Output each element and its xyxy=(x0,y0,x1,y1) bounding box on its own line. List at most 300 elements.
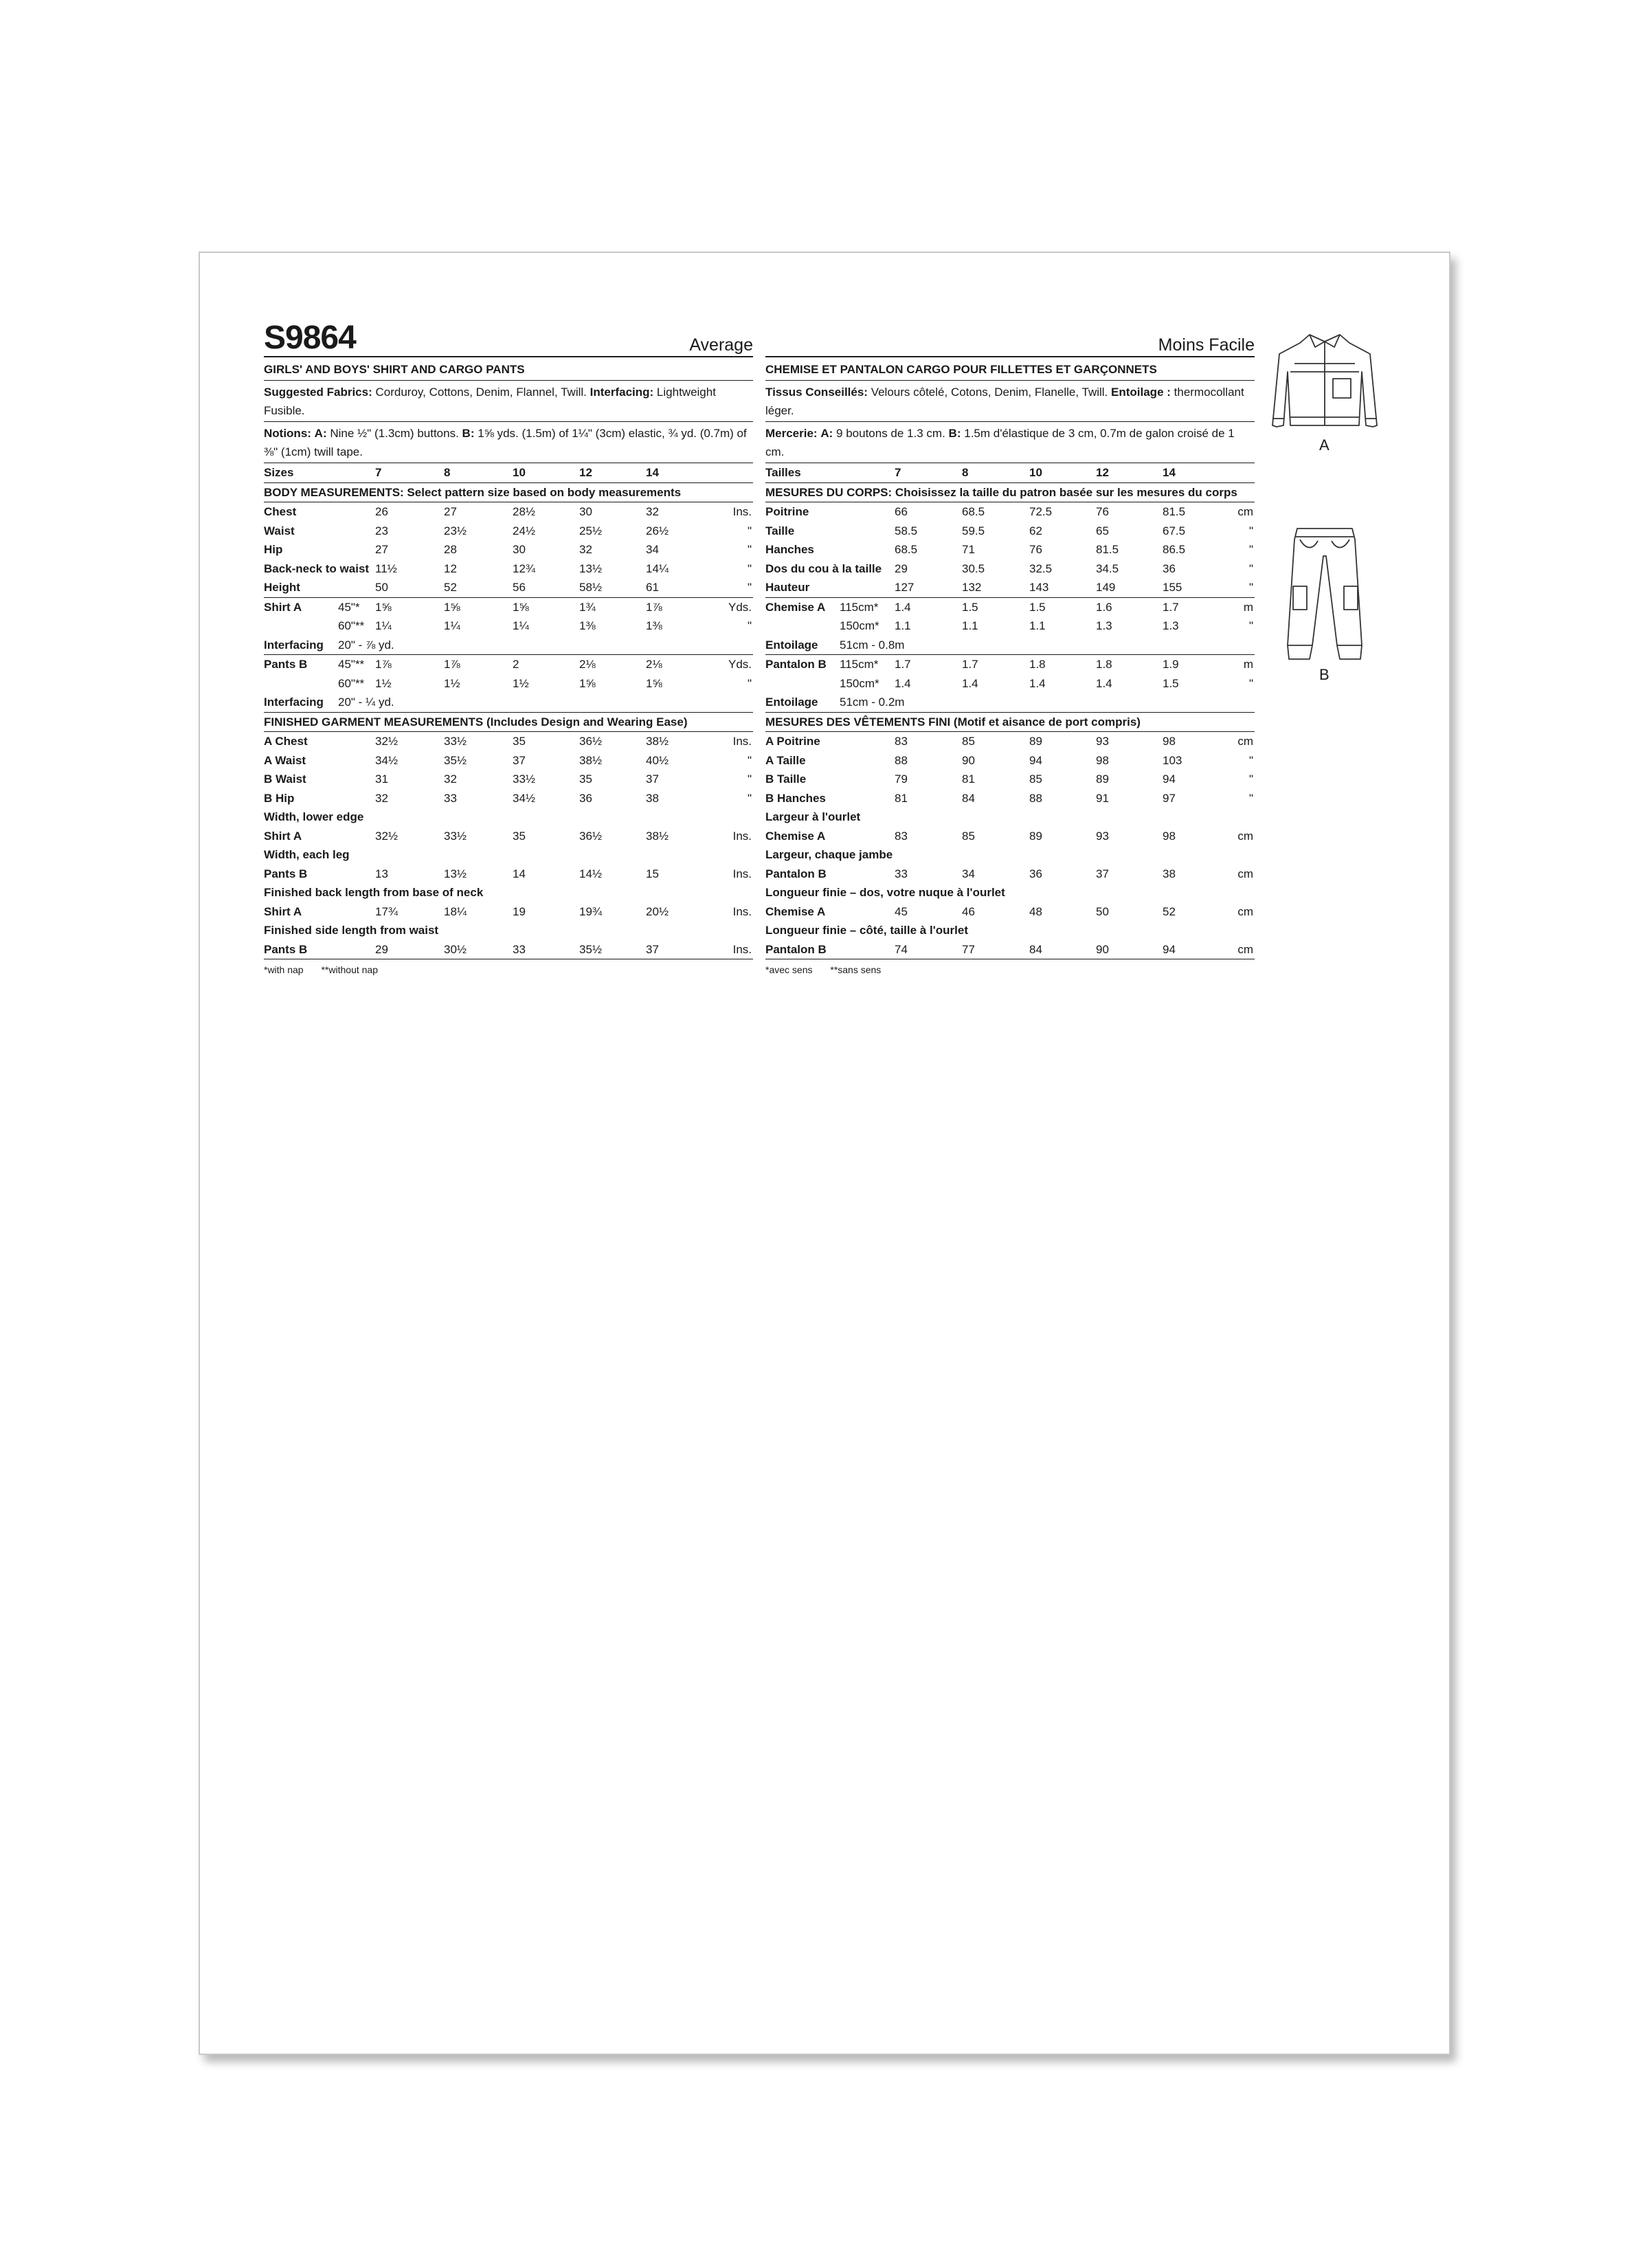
row-value: 25½ xyxy=(579,524,603,537)
row-unit: cm xyxy=(1237,829,1253,843)
row-value: 98 xyxy=(1096,753,1109,767)
size-12: 12 xyxy=(1096,463,1163,482)
side-length-heading-text: Finished side length from waist xyxy=(264,924,439,937)
shirt-a-yardage-label xyxy=(765,616,840,636)
row-value: 1.8 xyxy=(1029,658,1046,671)
width-lower-edge-heading xyxy=(765,808,1255,827)
notions-a-text: Nine ½" (1.3cm) buttons. xyxy=(330,427,459,440)
row-value: 32 xyxy=(444,772,457,786)
row-value: 52 xyxy=(1163,904,1176,918)
row-value: 1.3 xyxy=(1096,619,1112,632)
row-value: 81 xyxy=(895,791,908,805)
row-value: 132 xyxy=(962,578,1029,597)
finished-measurements-heading xyxy=(264,712,753,732)
row-value: 81.5 xyxy=(1163,505,1186,518)
row-value: 1.7 xyxy=(1163,600,1179,614)
row-value: 66 xyxy=(895,505,908,518)
row-value: 35½ xyxy=(579,940,646,959)
row-value: 12¾ xyxy=(513,562,536,575)
pants-b-yardage-label xyxy=(765,674,840,693)
row-value: 68.5 xyxy=(962,505,985,518)
row-value: 38½ xyxy=(646,735,669,748)
row-value: 59.5 xyxy=(962,524,985,537)
row-value: 1¾ xyxy=(579,600,596,614)
row-value: 1.4 xyxy=(1029,676,1046,690)
shirt-interfacing xyxy=(264,636,753,655)
row-value: 62 xyxy=(1029,524,1042,537)
suggested-fabrics xyxy=(264,381,753,422)
row-value: 34 xyxy=(646,543,659,556)
row-value: 74 xyxy=(895,940,962,959)
row-value: 83 xyxy=(895,829,908,843)
body-row xyxy=(765,540,1255,559)
notions-b-text-fr: 1.5m d'élastique de 3 cm, 0.7m de galon croisé de 1 cm. xyxy=(765,427,1235,458)
row-value: 98 xyxy=(1163,829,1176,843)
row-value: 34½ xyxy=(513,791,536,805)
row-value: 14 xyxy=(513,867,526,880)
row-label: Taille xyxy=(765,524,795,537)
row-value: 1⅝ xyxy=(375,600,392,614)
row-value: 29 xyxy=(375,940,444,959)
pants-interfacing-value: 20" - ¼ yd. xyxy=(338,693,753,712)
fabric-width: 150cm* xyxy=(840,619,879,632)
row-value: 35½ xyxy=(444,753,467,767)
fabrics-text-fr: Velours côtelé, Cotons, Denim, Flanelle, Twill. xyxy=(871,386,1108,399)
row-value: 30 xyxy=(579,505,592,518)
row-value: 23½ xyxy=(444,524,467,537)
finished-measurements-heading-text: FINISHED GARMENT MEASUREMENTS (Includes Design and Wearing Ease) xyxy=(264,712,753,732)
finished-row xyxy=(765,789,1255,808)
row-value: 37 xyxy=(646,772,659,786)
row-value: 38½ xyxy=(646,829,669,843)
view-b-label: B xyxy=(1319,666,1330,683)
row-value: 81 xyxy=(962,772,975,786)
fabric-width: 60"** xyxy=(338,676,365,690)
row-value: 1.1 xyxy=(1029,619,1046,632)
row-unit: Ins. xyxy=(732,829,752,843)
finished-row xyxy=(765,770,1255,789)
row-unit: cm xyxy=(1212,940,1255,959)
row-unit: Ins. xyxy=(732,735,752,748)
row-value: 81.5 xyxy=(1096,543,1119,556)
row-value: 98 xyxy=(1163,735,1176,748)
interfacing-text: Lightweight Fusible. xyxy=(264,386,716,417)
row-value: 88 xyxy=(1029,791,1042,805)
row-value: 36 xyxy=(579,791,592,805)
row-unit: cm xyxy=(1237,867,1253,880)
row-value: 71 xyxy=(962,543,975,556)
row-value: 90 xyxy=(962,753,975,767)
row-value: 31 xyxy=(375,772,388,786)
fabric-width: 60"** xyxy=(338,619,365,632)
finished-row xyxy=(264,789,753,808)
row-label: A Poitrine xyxy=(765,735,820,748)
pattern-title: GIRLS' AND BOYS' SHIRT AND CARGO PANTS xyxy=(264,357,753,381)
row-value: 1⅜ xyxy=(646,619,662,632)
footnotes xyxy=(264,959,753,977)
row-value: 36½ xyxy=(579,735,603,748)
size-12: 12 xyxy=(579,463,646,482)
size-14: 14 xyxy=(1163,463,1212,482)
row-value: 33½ xyxy=(513,772,536,786)
row-value: 32½ xyxy=(375,735,399,748)
row-value: 1.7 xyxy=(895,658,911,671)
row-label: B Taille xyxy=(765,772,807,786)
row-value: 50 xyxy=(1096,904,1109,918)
row-value: 23 xyxy=(375,524,388,537)
row-value: 1½ xyxy=(375,676,392,690)
row-value: 40½ xyxy=(646,753,669,767)
side-length-heading-text: Longueur finie – côté, taille à l'ourlet xyxy=(765,924,968,937)
width-each-leg-heading-text: Largeur, chaque jambe xyxy=(765,848,893,861)
size-7: 7 xyxy=(895,463,962,482)
pants-interfacing-label: Interfacing xyxy=(264,693,338,712)
row-unit: " xyxy=(1212,578,1255,597)
row-unit: " xyxy=(747,543,752,556)
row-value: 103 xyxy=(1163,753,1182,767)
fabric-width: 45"** xyxy=(338,658,365,671)
measurement-table-body xyxy=(264,463,753,959)
body-row xyxy=(765,559,1255,579)
row-value: 36 xyxy=(1163,562,1176,575)
row-value: 24½ xyxy=(513,524,536,537)
english-column xyxy=(264,315,753,977)
row-value: 13½ xyxy=(444,867,467,880)
row-value: 33 xyxy=(895,867,908,880)
row-value: 2 xyxy=(513,658,519,671)
row-value: 89 xyxy=(1029,735,1042,748)
row-value: 18¼ xyxy=(444,904,467,918)
shirt-interfacing-label: Entoilage xyxy=(765,636,840,655)
body-row xyxy=(264,559,753,579)
side-length-heading xyxy=(765,921,1255,940)
row-value: 1¼ xyxy=(375,619,392,632)
row-value: 84 xyxy=(1029,940,1096,959)
row-value: 149 xyxy=(1096,578,1163,597)
sizes-label: Tailles xyxy=(765,463,895,482)
row-value: 28½ xyxy=(513,505,536,518)
sizes-row xyxy=(765,463,1255,482)
width-each-leg-row xyxy=(765,865,1255,884)
row-label: Poitrine xyxy=(765,505,809,518)
width-lower-edge-heading xyxy=(264,808,753,827)
back-length-heading-text: Finished back length from base of neck xyxy=(264,886,484,899)
row-value: 13½ xyxy=(579,562,603,575)
back-length-row xyxy=(765,902,1255,922)
suggested-fabrics-fr xyxy=(765,381,1255,422)
row-value: 35 xyxy=(579,772,592,786)
finished-row xyxy=(765,751,1255,770)
measurement-table xyxy=(264,463,753,959)
row-value: 26½ xyxy=(646,524,669,537)
row-value: 34 xyxy=(962,867,975,880)
notions-a-label-fr: A: xyxy=(820,427,833,440)
row-value: 32 xyxy=(579,543,592,556)
pants-interfacing xyxy=(765,693,1255,712)
measurement-table-fr xyxy=(765,463,1255,959)
row-unit: " xyxy=(708,578,753,597)
row-value: 19¾ xyxy=(579,904,603,918)
row-value: 1.1 xyxy=(962,619,978,632)
pants-b-yardage-row xyxy=(264,674,753,693)
row-value: 12 xyxy=(444,562,457,575)
size-7: 7 xyxy=(375,463,444,482)
side-length-row xyxy=(264,940,753,959)
row-value: 48 xyxy=(1029,904,1042,918)
pattern-envelope-back xyxy=(199,252,1450,2055)
row-value: 1.5 xyxy=(1163,676,1179,690)
fabrics-label-fr: Tissus Conseillés: xyxy=(765,386,868,399)
row-unit: " xyxy=(1248,562,1253,575)
row-value: 37 xyxy=(513,753,526,767)
row-label: A Taille xyxy=(765,753,806,767)
body-measurements-heading xyxy=(765,482,1255,502)
size-10: 10 xyxy=(513,463,579,482)
row-value: 35 xyxy=(513,735,526,748)
pattern-number: S9864 xyxy=(264,320,356,356)
row-value: 33 xyxy=(444,791,457,805)
notions-a-label: A: xyxy=(314,427,327,440)
row-unit: " xyxy=(1248,676,1253,690)
row-unit: Ins. xyxy=(732,904,752,918)
shirt-a-yardage-row xyxy=(765,616,1255,636)
row-value: 56 xyxy=(513,578,579,597)
row-value: 32½ xyxy=(375,829,399,843)
row-value: 1⅞ xyxy=(444,658,460,671)
row-value: 85 xyxy=(1029,772,1042,786)
sizes-label: Sizes xyxy=(264,463,375,482)
body-row xyxy=(264,540,753,559)
row-value: 33½ xyxy=(444,829,467,843)
shirt-a-yardage-row xyxy=(264,597,753,616)
row-label: Hip xyxy=(264,543,283,556)
row-label: B Hip xyxy=(264,791,295,805)
row-value: 38½ xyxy=(579,753,603,767)
row-value: 37 xyxy=(1096,867,1109,880)
row-unit: " xyxy=(1248,753,1253,767)
shirt-a-yardage-label xyxy=(264,616,338,636)
row-value: 1.4 xyxy=(1096,676,1112,690)
row-label: Height xyxy=(264,578,375,597)
row-unit: " xyxy=(747,791,752,805)
row-value: 77 xyxy=(962,940,1029,959)
row-value: 97 xyxy=(1163,791,1176,805)
fabric-width: 150cm* xyxy=(840,676,879,690)
row-value: 17¾ xyxy=(375,904,399,918)
notions-b-label-fr: B: xyxy=(948,427,961,440)
row-unit: Ins. xyxy=(708,940,753,959)
finished-measurements-heading xyxy=(765,712,1255,732)
footnote-without-nap-fr: **sans sens xyxy=(830,964,882,975)
row-label: A Waist xyxy=(264,753,306,767)
notions-a-text-fr: 9 boutons de 1.3 cm. xyxy=(836,427,945,440)
row-value: 11½ xyxy=(375,562,397,575)
row-value: 1.7 xyxy=(962,658,978,671)
size-8: 8 xyxy=(444,463,513,482)
row-unit: " xyxy=(747,676,752,690)
row-value: 33 xyxy=(513,940,579,959)
row-unit: m xyxy=(1243,600,1253,614)
row-value: 143 xyxy=(1029,578,1096,597)
row-value: 89 xyxy=(1029,829,1042,843)
row-value: 37 xyxy=(646,940,708,959)
row-value: 32 xyxy=(375,791,388,805)
row-value: 27 xyxy=(444,505,457,518)
row-value: 46 xyxy=(962,904,975,918)
row-value: 61 xyxy=(646,578,708,597)
width-lower-edge-heading-text: Largeur à l'ourlet xyxy=(765,810,861,823)
row-label: Pants B xyxy=(264,940,375,959)
row-value: 1.3 xyxy=(1163,619,1179,632)
row-value: 1.9 xyxy=(1163,658,1179,671)
row-label: Waist xyxy=(264,524,295,537)
row-value: 88 xyxy=(895,753,908,767)
size-10: 10 xyxy=(1029,463,1096,482)
french-column xyxy=(765,315,1255,977)
interfacing-label: Interfacing: xyxy=(590,386,654,399)
body-measurements-heading-text: MESURES DU CORPS: Choisissez la taille du patron basée sur les mesures du corps xyxy=(765,482,1255,502)
shirt-interfacing xyxy=(765,636,1255,655)
row-label: B Waist xyxy=(264,772,306,786)
row-value: 94 xyxy=(1163,940,1212,959)
shirt-interfacing-value: 51cm - 0.8m xyxy=(840,636,1255,655)
size-8: 8 xyxy=(962,463,1029,482)
row-value: 1.4 xyxy=(962,676,978,690)
row-unit: " xyxy=(1248,524,1253,537)
pants-b-yardage-row xyxy=(765,674,1255,693)
row-value: 30 xyxy=(513,543,526,556)
side-length-heading xyxy=(264,921,753,940)
row-value: 68.5 xyxy=(895,543,918,556)
row-unit: Yds. xyxy=(728,658,752,671)
side-length-row xyxy=(765,940,1255,959)
row-value: 93 xyxy=(1096,735,1109,748)
width-lower-edge-row xyxy=(765,827,1255,846)
row-value: 34½ xyxy=(375,753,399,767)
shirt-interfacing-value: 20" - ⅞ yd. xyxy=(338,636,753,655)
row-value: 93 xyxy=(1096,829,1109,843)
row-value: 85 xyxy=(962,829,975,843)
shirt-a-yardage-row xyxy=(765,597,1255,616)
footnote-with-nap-fr: *avec sens xyxy=(765,964,813,975)
fabric-width: 115cm* xyxy=(840,600,879,614)
shirt-a-yardage-row xyxy=(264,616,753,636)
row-label: Shirt A xyxy=(264,904,302,918)
row-value: 91 xyxy=(1096,791,1109,805)
fabrics-label: Suggested Fabrics: xyxy=(264,386,372,399)
pants-interfacing-value: 51cm - 0.2m xyxy=(840,693,1255,712)
row-value: 20½ xyxy=(646,904,669,918)
row-value: 15 xyxy=(646,867,659,880)
row-unit: " xyxy=(1248,543,1253,556)
notions-label: Notions: xyxy=(264,427,311,440)
row-unit: Ins. xyxy=(732,867,752,880)
row-value: 36 xyxy=(1029,867,1042,880)
row-unit: " xyxy=(1248,772,1253,786)
interfacing-label-fr: Entoilage : xyxy=(1111,386,1171,399)
row-value: 1⅜ xyxy=(579,619,596,632)
row-value: 1⅝ xyxy=(579,676,596,690)
row-value: 83 xyxy=(895,735,908,748)
notions-fr xyxy=(765,422,1255,463)
row-value: 1½ xyxy=(513,676,529,690)
row-value: 28 xyxy=(444,543,457,556)
row-value: 58.5 xyxy=(895,524,918,537)
row-value: 79 xyxy=(895,772,908,786)
row-value: 19 xyxy=(513,904,526,918)
view-a-label: A xyxy=(1319,436,1330,454)
row-label: Pantalon B xyxy=(765,867,827,880)
body-measurements-heading xyxy=(264,482,753,502)
pants-b-yardage-row xyxy=(765,655,1255,674)
row-unit: cm xyxy=(1237,904,1253,918)
body-measurements-heading-text: BODY MEASUREMENTS: Select pattern size based on body measurements xyxy=(264,482,753,502)
back-length-row xyxy=(264,902,753,922)
row-label: Pants B xyxy=(264,867,308,880)
width-lower-edge-row xyxy=(264,827,753,846)
row-value: 1.6 xyxy=(1096,600,1112,614)
row-value: 94 xyxy=(1163,772,1176,786)
row-value: 2⅛ xyxy=(646,658,662,671)
row-label: Dos du cou à la taille xyxy=(765,562,882,575)
row-value: 14½ xyxy=(579,867,603,880)
body-row xyxy=(264,578,753,597)
sizes-row xyxy=(264,463,753,482)
body-row xyxy=(765,502,1255,522)
footnote-without-nap: **without nap xyxy=(321,964,378,975)
width-each-leg-heading xyxy=(765,845,1255,865)
interfacing-text-fr: thermocollant léger. xyxy=(765,386,1244,417)
row-value: 1.5 xyxy=(1029,600,1046,614)
footnote-with-nap: *with nap xyxy=(264,964,304,975)
difficulty-level-fr: Moins Facile xyxy=(1158,335,1255,355)
row-value: 89 xyxy=(1096,772,1109,786)
size-14: 14 xyxy=(646,463,708,482)
row-value: 26 xyxy=(375,505,388,518)
row-value: 1.4 xyxy=(895,676,911,690)
row-value: 67.5 xyxy=(1163,524,1186,537)
technical-drawings xyxy=(1270,322,1380,693)
row-value: 72.5 xyxy=(1029,505,1053,518)
pants-interfacing-label: Entoilage xyxy=(765,693,840,712)
shirt-a-yardage-label: Shirt A xyxy=(264,600,302,614)
row-value: 1.1 xyxy=(895,619,911,632)
back-length-heading xyxy=(264,883,753,902)
finished-row xyxy=(264,751,753,770)
row-value: 45 xyxy=(895,904,908,918)
row-label: Hauteur xyxy=(765,578,895,597)
row-value: 34.5 xyxy=(1096,562,1119,575)
body-row xyxy=(264,502,753,522)
row-value: 1.8 xyxy=(1096,658,1112,671)
row-unit: " xyxy=(1248,619,1253,632)
row-value: 76 xyxy=(1029,543,1042,556)
row-label: Hanches xyxy=(765,543,814,556)
notions-b-text: 1⅝ yds. (1.5m) of 1¼" (3cm) elastic, ¾ yd. (0.7m) of ⅜" (1cm) twill tape. xyxy=(264,427,747,458)
row-value: 52 xyxy=(444,578,513,597)
row-value: 32 xyxy=(646,505,659,518)
row-value: 33½ xyxy=(444,735,467,748)
finished-row xyxy=(264,770,753,789)
notions xyxy=(264,422,753,463)
body-row xyxy=(765,522,1255,541)
row-value: 1⅝ xyxy=(646,676,662,690)
row-value: 30.5 xyxy=(962,562,985,575)
pants-b-yardage-label: Pantalon B xyxy=(765,658,827,671)
width-each-leg-heading xyxy=(264,845,753,865)
pants-interfacing xyxy=(264,693,753,712)
row-value: 1⅞ xyxy=(375,658,392,671)
